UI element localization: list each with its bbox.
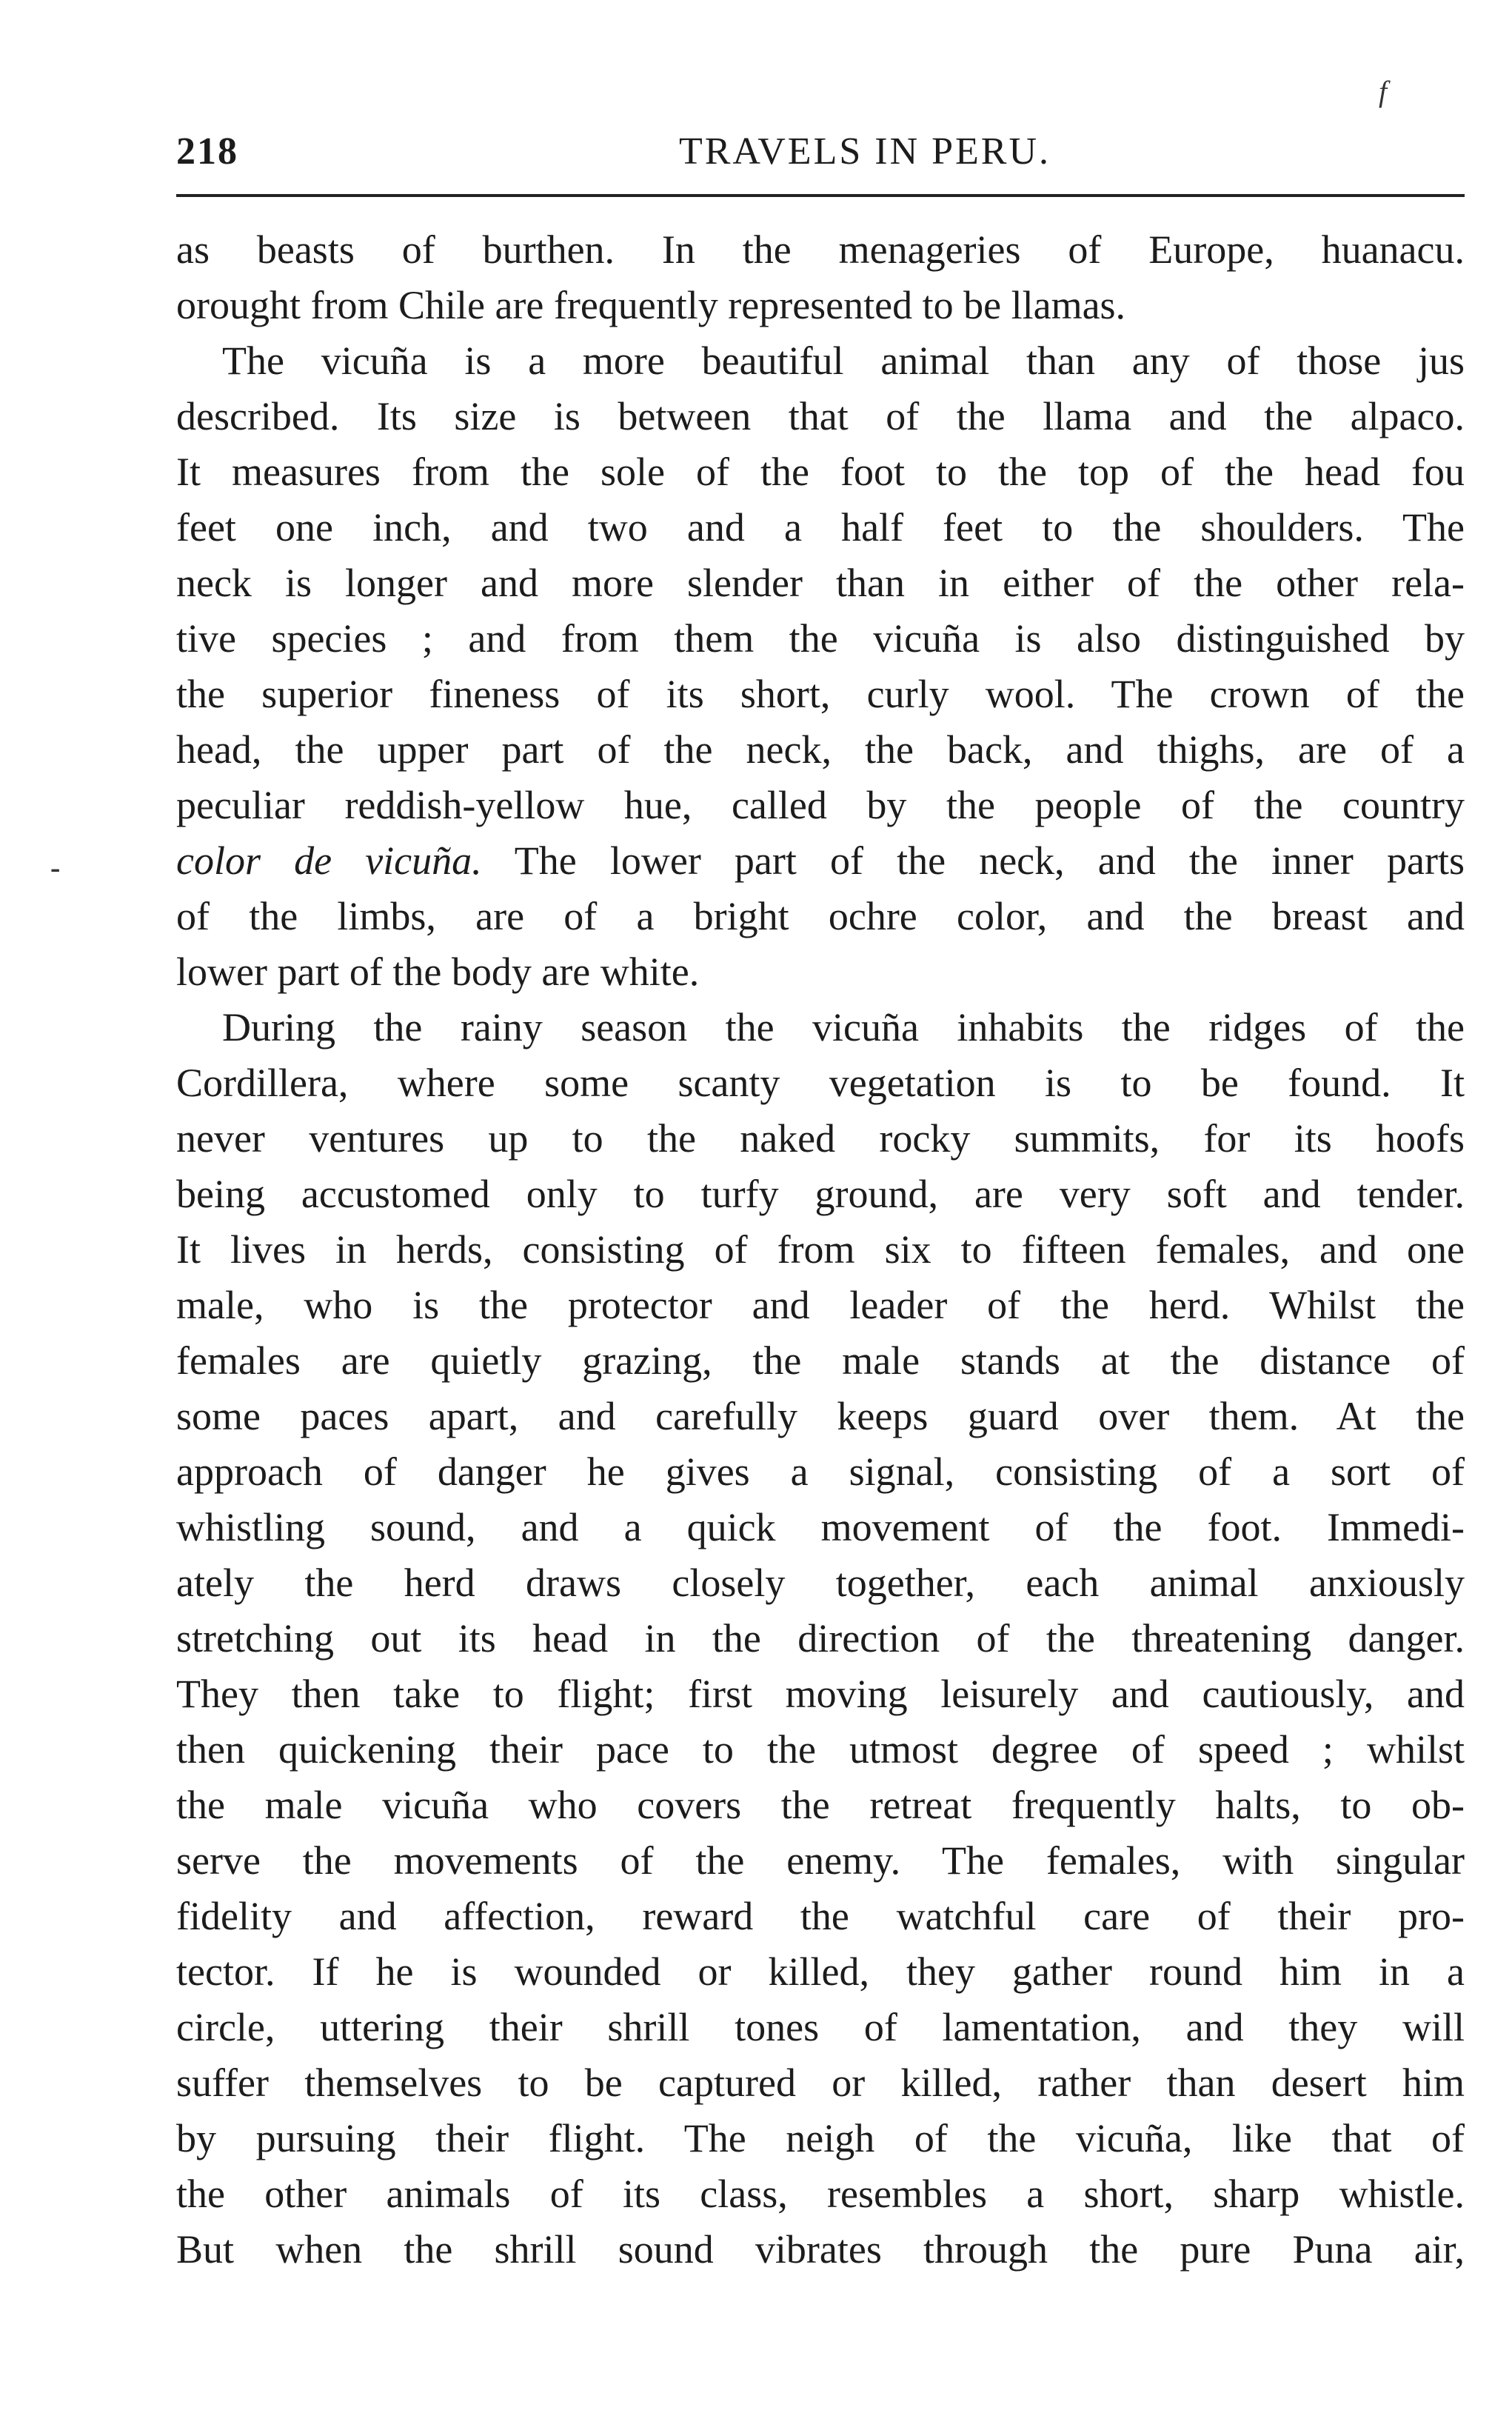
text-line-with-italic <box>176 833 1465 889</box>
paragraph-1 <box>176 222 1465 333</box>
text-line: whistling sound, and a quick movement of the foot. Immedi- <box>176 1505 1465 1549</box>
text-line: serve the movements of the enemy. The females, with singular <box>176 1838 1465 1883</box>
text-line: described. Its size is between that of the llama and the alpaco. <box>176 394 1465 438</box>
text-fragment: The lower part of the neck, and the inner parts <box>481 838 1465 883</box>
text-line: It lives in herds, consisting of from six to fifteen females, and one <box>176 1227 1465 1272</box>
text-line: The vicuña is a more beautiful animal than any of those jus <box>222 338 1465 383</box>
text-line: females are quietly grazing, the male stands at the distance of <box>176 1338 1465 1383</box>
text-line: being accustomed only to turfy ground, are very soft and tender. <box>176 1172 1465 1216</box>
paragraph-3 <box>176 1000 1465 2278</box>
header-rule <box>176 194 1465 197</box>
stray-mark-top: f <box>1379 75 1388 108</box>
text-line: by pursuing their flight. The neigh of the vicuña, like that of <box>176 2116 1465 2160</box>
text-line: tive species ; and from them the vicuña is also distinguished by <box>176 616 1465 661</box>
page-number: 218 <box>176 130 238 173</box>
text-line: lower part of the body are white. <box>176 950 700 994</box>
text-line: of the limbs, are of a bright ochre color, and the breast and <box>176 894 1465 938</box>
text-line: ately the herd draws closely together, each animal anxiously <box>176 1561 1465 1605</box>
paragraph-2 <box>176 333 1465 1000</box>
text-line: as beasts of burthen. In the menageries of Europe, huanacu. <box>176 227 1465 272</box>
text-line: the male vicuña who covers the retreat frequently halts, to ob- <box>176 1783 1465 1827</box>
text-line: stretching out its head in the direction of the threatening danger. <box>176 1616 1465 1661</box>
text-line: some paces apart, and carefully keeps guard over them. At the <box>176 1394 1465 1438</box>
text-line: neck is longer and more slender than in either of the other rela- <box>176 561 1465 605</box>
text-line: Cordillera, where some scanty vegetation is to be found. It <box>176 1061 1465 1105</box>
text-line: then quickening their pace to the utmost degree of speed ; whilst <box>176 1727 1465 1772</box>
italic-phrase: color de vicuña. <box>176 838 482 883</box>
text-line: During the rainy season the vicuña inhabits the ridges of the <box>222 1005 1465 1050</box>
text-line: male, who is the protector and leader of the herd. Whilst the <box>176 1283 1465 1327</box>
text-line: suffer themselves to be captured or killed, rather than desert him <box>176 2060 1465 2105</box>
body-text <box>176 222 1465 2278</box>
text-line: They then take to flight; first moving leisurely and cautiously, and <box>176 1672 1465 1716</box>
text-line: But when the shrill sound vibrates through the pure Puna air, <box>176 2227 1465 2272</box>
text-line: It measures from the sole of the foot to the top of the head fou <box>176 450 1465 494</box>
page-header <box>176 122 1465 181</box>
text-line: never ventures up to the naked rocky summits, for its hoofs <box>176 1116 1465 1161</box>
text-line: fidelity and affection, reward the watchful care of their pro- <box>176 1894 1465 1938</box>
text-line: approach of danger he gives a signal, consisting of a sort of <box>176 1449 1465 1494</box>
running-head: TRAVELS IN PERU. <box>678 130 1051 173</box>
text-line: the other animals of its class, resembles a short, sharp whistle. <box>176 2172 1465 2216</box>
stray-mark-margin: - <box>50 851 61 884</box>
text-line: circle, uttering their shrill tones of lamentation, and they will <box>176 2005 1465 2049</box>
text-line: peculiar reddish-yellow hue, called by the people of the country <box>176 783 1465 827</box>
text-line: orought from Chile are frequently represented to be llamas. <box>176 283 1126 327</box>
text-line: head, the upper part of the neck, the back, and thighs, are of a <box>176 727 1465 772</box>
text-line: tector. If he is wounded or killed, they gather round him in a <box>176 1949 1465 1994</box>
text-line: feet one inch, and two and a half feet to the shoulders. The <box>176 505 1465 550</box>
text-line: the superior fineness of its short, curly wool. The crown of the <box>176 672 1465 716</box>
